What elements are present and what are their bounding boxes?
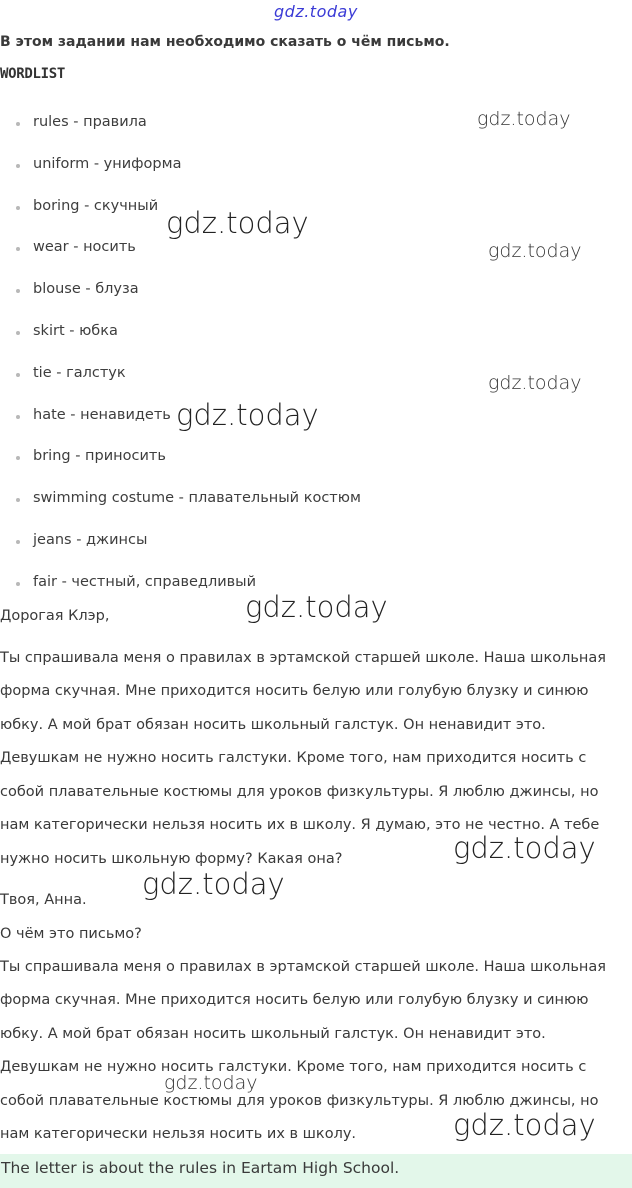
- watermark: gdz.today: [453, 1108, 596, 1142]
- bullet-icon: [16, 582, 20, 586]
- watermark: gdz.today: [477, 108, 571, 130]
- word-text: hate - ненавидеть: [33, 406, 171, 423]
- watermark: gdz.today: [453, 831, 596, 865]
- watermark: gdz.today: [488, 372, 582, 394]
- list-item: [0, 323, 361, 365]
- letter-line: нужно носить школьную форму? Какая она?: [0, 851, 343, 867]
- word-text: swimming costume - плавательный костюм: [33, 490, 361, 507]
- letter-greeting: Дорогая Клэр,: [0, 608, 110, 624]
- letter-line: юбку. А мой брат обязан носить школьный галстук. Он ненавидит это.: [0, 717, 546, 733]
- bullet-icon: [16, 331, 20, 335]
- wordlist-title: WORDLIST: [0, 66, 66, 82]
- watermark: gdz.today: [488, 240, 582, 262]
- word-text: skirt - юбка: [33, 322, 118, 339]
- word-text: wear - носить: [33, 239, 136, 256]
- answer-box: [0, 1154, 632, 1188]
- bullet-icon: [16, 164, 20, 168]
- list-item: [0, 239, 361, 281]
- task-heading: В этом задании нам необходимо сказать о чём письмо.: [0, 34, 450, 50]
- repeat-line: юбку. А мой брат обязан носить школьный галстук. Он ненавидит это.: [0, 1026, 546, 1042]
- repeat-line: нам категорически нельзя носить их в школу.: [0, 1126, 357, 1142]
- watermark: gdz.today: [166, 206, 309, 240]
- letter-line: форма скучная. Мне приходится носить белую или голубую блузку и синюю: [0, 683, 589, 699]
- word-text: boring - скучный: [33, 197, 159, 214]
- watermark: gdz.today: [176, 398, 319, 432]
- watermark: gdz.today: [245, 590, 388, 624]
- letter-signature: Твоя, Анна.: [0, 892, 87, 908]
- repeat-line: Ты спрашивала меня о правилах в эртамской старшей школе. Наша школьная: [0, 959, 606, 975]
- word-text: jeans - джинсы: [33, 531, 148, 548]
- bullet-icon: [16, 373, 20, 377]
- bullet-icon: [16, 247, 20, 251]
- list-item: [0, 532, 361, 574]
- repeat-line: Девушкам не нужно носить галстуки. Кроме того, нам приходится носить с: [0, 1059, 587, 1075]
- bullet-icon: [16, 498, 20, 502]
- word-text: bring - приносить: [33, 448, 166, 465]
- word-text: fair - честный, справедливый: [33, 573, 257, 590]
- word-text: tie - галстук: [33, 364, 126, 381]
- bullet-icon: [16, 122, 20, 126]
- bullet-icon: [16, 289, 20, 293]
- list-item: [0, 156, 361, 198]
- list-item: [0, 114, 361, 156]
- letter-line: Ты спрашивала меня о правилах в эртамской старшей школе. Наша школьная: [0, 650, 606, 666]
- wordlist: [0, 114, 361, 616]
- list-item: [0, 281, 361, 323]
- word-text: rules - правила: [33, 114, 147, 130]
- letter-line: нам категорически нельзя носить их в школу. Я думаю, это не честно. А тебе: [0, 817, 600, 833]
- bullet-icon: [16, 415, 20, 419]
- bullet-icon: [16, 206, 20, 210]
- word-text: uniform - униформа: [33, 155, 182, 172]
- letter-line: собой плавательные костюмы для уроков физкультуры. Я люблю джинсы, но: [0, 784, 599, 800]
- watermark: gdz.today: [142, 867, 285, 901]
- top-watermark: gdz.today: [274, 2, 358, 21]
- list-item: [0, 490, 361, 532]
- list-item: [0, 448, 361, 490]
- repeat-line: форма скучная. Мне приходится носить белую или голубую блузку и синюю: [0, 992, 589, 1008]
- question-text: О чём это письмо?: [0, 926, 142, 942]
- bullet-icon: [16, 540, 20, 544]
- repeat-line: собой плавательные костюмы для уроков физкультуры. Я люблю джинсы, но: [0, 1093, 599, 1109]
- answer-text: The letter is about the rules in Eartam High School.: [1, 1159, 400, 1177]
- bullet-icon: [16, 456, 20, 460]
- letter-line: Девушкам не нужно носить галстуки. Кроме того, нам приходится носить с: [0, 750, 587, 766]
- word-text: blouse - блуза: [33, 281, 139, 298]
- watermark: gdz.today: [164, 1072, 258, 1094]
